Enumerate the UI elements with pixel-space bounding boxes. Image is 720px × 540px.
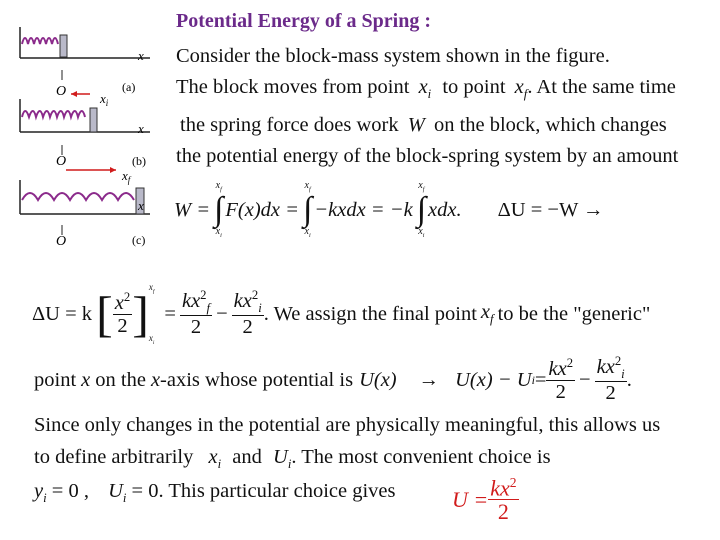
xi-label: $x_i$ bbox=[100, 91, 109, 108]
block-a bbox=[60, 35, 67, 57]
block-b bbox=[90, 108, 97, 132]
para3-line1: Since only changes in the potential are physically meaningful, this allows us bbox=[34, 414, 661, 436]
para1-line2: The block moves from point $x_i$ to point $x_f$. At the same time bbox=[176, 76, 676, 102]
panel-a bbox=[20, 27, 150, 108]
panel-c bbox=[20, 180, 150, 249]
panel-b bbox=[20, 99, 150, 185]
x-axis-label-b: x bbox=[138, 121, 144, 136]
delta-u-equation: ΔU = k [ $\frac{x^2}{2}$ ] $x_f$ $x_i$ = $\frac{kx^2_f}{2}$ − $\frac{kx^2_i}{2}$ . We assign the final point $x_f$ to be the "generic" bbox=[32, 282, 651, 346]
origin-label-c: O bbox=[56, 234, 67, 249]
para3-line3: $y_i = 0$ , $U_i = 0$. This particular choice gives bbox=[34, 480, 396, 506]
x-axis-label-c: x bbox=[138, 198, 144, 213]
spring-coil-a bbox=[22, 38, 58, 44]
generic-point-line: point x on the x -axis whose potential is U(x) → U(x) − U i = $\frac{kx^2}{2}$ − $\frac{kx^2_i}{2}$ . bbox=[34, 354, 632, 405]
para3-line2: to define arbitrarily $x_i$ and $U_i$. The most convenient choice is bbox=[34, 446, 551, 472]
origin-label-b: O bbox=[56, 154, 67, 169]
panel-label-a: (a) bbox=[122, 80, 136, 94]
x-axis-label-a: x bbox=[138, 48, 144, 63]
panel-label-b: (b) bbox=[132, 154, 146, 168]
spring-coil-b bbox=[22, 111, 85, 117]
xf-label: $x_f$ bbox=[122, 168, 131, 185]
para1-line1: Consider the block-mass system shown in the figure. bbox=[176, 45, 610, 67]
spring-coil-c bbox=[22, 193, 134, 200]
page-title: Potential Energy of a Spring : bbox=[176, 10, 431, 32]
work-equation: W = $x_f$ ∫ $x_i$ F(x)dx = $x_f$ ∫ $x_i$ −kxdx = −k $x_f$ ∫ $x_i$ xdx. ΔU = −W → bbox=[174, 179, 604, 239]
origin-label-a: O bbox=[56, 84, 67, 99]
final-equation: U = $\frac{kx^2}{2}$ bbox=[452, 475, 517, 525]
para1-line4: the potential energy of the block-spring system by an amount bbox=[176, 145, 679, 167]
para1-line3: the spring force does work W on the block, which changes bbox=[180, 114, 667, 136]
panel-label-c: (c) bbox=[132, 233, 146, 247]
spring-figure bbox=[0, 0, 172, 260]
